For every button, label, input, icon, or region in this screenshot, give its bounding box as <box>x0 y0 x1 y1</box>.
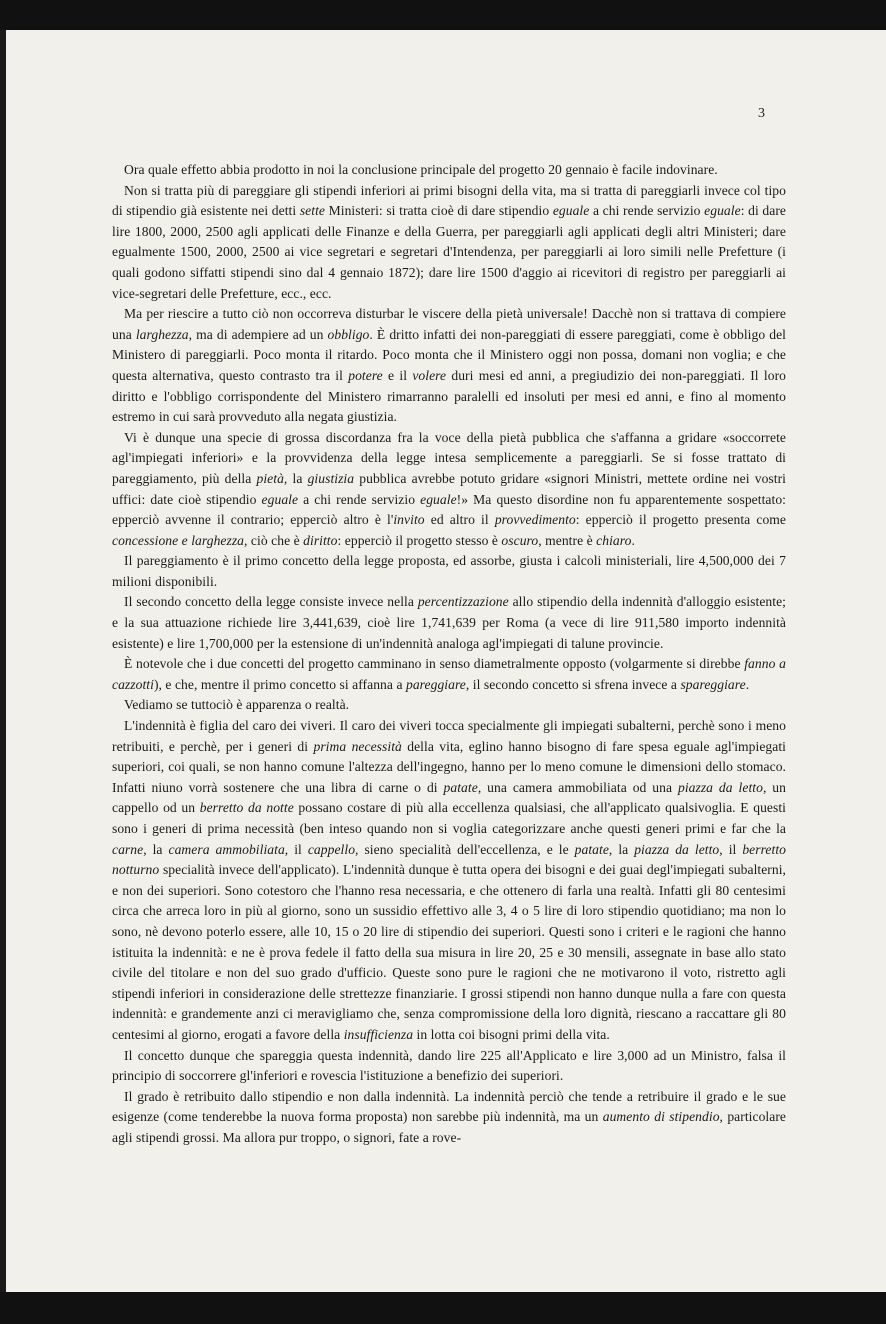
text-run: ), e che, mentre il primo concetto si affanna a <box>153 676 406 692</box>
text-run: , sieno specialità dell'eccellenza, e le <box>355 841 575 857</box>
text-run: . <box>631 532 635 548</box>
text-run: possano costare di più alla eccellenza qualsiasi, che all'applicato qualsivoglia. E questi sono i generi di prima necessità (ben inteso quando non si voglia categorizzare anche questi generi primi e far che la <box>112 800 787 836</box>
italic-text: oscuro <box>501 532 539 548</box>
italic-text: provvedimento <box>494 512 576 528</box>
paragraph <box>112 160 786 181</box>
paragraph <box>112 592 786 654</box>
text-run: Ma per riescire a tutto ciò non occorreva disturbar le viscere della pietà universale! Dacchè non si trattava di compiere una <box>112 306 786 342</box>
text-run: Ora quale effetto abbia prodotto in noi la conclusione principale del progetto 20 gennaio è facile indovinare. <box>124 162 718 177</box>
italic-text: invito <box>393 512 425 528</box>
text-run: , un cappello od un <box>112 779 787 816</box>
italic-text: patate <box>574 841 609 857</box>
text-run: !» Ma questo disordine non fu apparentemente sospettato: epperciò avvenne il contrario; epperciò altro è l' <box>112 491 786 528</box>
italic-text: potere <box>348 367 383 383</box>
scan-border-bottom <box>0 1292 886 1324</box>
text-run: Ministeri: si tratta cioè di dare stipendio <box>325 203 553 219</box>
paragraph <box>112 695 786 716</box>
document-page <box>6 30 886 1292</box>
italic-text: obbligo <box>327 326 370 342</box>
text-run: a chi rende servizio <box>589 203 705 219</box>
text-run: . È dritto infatti dei non-pareggiati di essere pareggiati, come è obbligo del Ministero di pareggiarli. Poco monta il ritardo. Poco monta che il Ministero oggi non possa, domani non voglia; e che questa alternativa, questo contrasto tra il <box>112 326 786 383</box>
italic-text: diritto <box>303 532 338 548</box>
text-run: : epperciò il progetto stesso è <box>337 532 502 548</box>
page-number: 3 <box>758 106 765 121</box>
paragraph <box>112 428 786 552</box>
text-run: , una camera ammobiliata od una <box>477 779 678 795</box>
text-run: Vi è dunque una specie di grossa discordanza fra la voce della pietà pubblica che s'affanna a gridare «soccorrete agl'impiegati inferiori» e la provvidenza della legge intesa semplicemente a pareggiarli. Se si fosse trattato di pareggiamento, più della <box>112 429 786 486</box>
italic-text: berretto da notte <box>199 800 294 816</box>
paragraph <box>112 1046 786 1087</box>
text-run: L'indennità è figlia del caro dei viveri. Il caro dei viveri tocca specialmente gli impiegati subalterni, perchè sono i meno retribuiti, e perchè, per i generi di <box>112 718 786 754</box>
italic-text: eguale <box>261 491 299 507</box>
text-run: a chi rende servizio <box>298 491 421 507</box>
italic-text: patate <box>443 779 478 795</box>
italic-text: giustizia <box>307 470 355 486</box>
text-run: Il grado è retribuito dallo stipendio e non dalla indennità. La indennità perciò che tende a retribuire il grado e le sue esigenze (come tenderebbe la nuova forma proposta) non sarebbe più indennità, ma un <box>112 1088 786 1125</box>
text-run: specialità invece dell'applicato). L'indennità dunque è tutta opera dei bisogni e dei guai degl'impiegati subalterni, e non dei superiori. Sono cotestoro che l'hanno resa necessaria, e che ottenero di farla una realtà. Infatti gli 80 centesimi circa che arreca loro in più al giorno, sono un sussidio effettivo alle 3, 4 o 5 lire di loro stipendio quotidiano; ma non lo sono, nè devono poterlo essere, alle 10, 15 o 20 lire di stipendio dei superiori. Questi sono i criteri e le ragioni che hanno istituita la indennità: e ne è prova fedele il fatto della sua misura in lire 20, 25 e 30 mensili, assegnate in base allo stato civile del titolare e non del suo grado d'ufficio. Queste sono pure le ragioni che ne motivarono il voto, ristretto agli stipendi inferiori in considerazione delle strettezze finanziarie. I grossi stipendi non hanno dunque nulla a fare con questa indennità: e grandemente anzi ci meravigliamo che, senza compromissione della loro dignità, riescano a raccattare gli 80 centesimi al giorno, erogati a favore della <box>112 862 786 1042</box>
italic-text: aumento di stipendio <box>602 1109 720 1125</box>
italic-text: carne <box>112 841 144 857</box>
italic-text: volere <box>412 367 447 383</box>
italic-text: pareggiare <box>405 676 466 692</box>
italic-text: piazza da letto <box>634 841 720 857</box>
text-run: in lotta coi bisogni primi della vita. <box>413 1026 610 1042</box>
text-run: Il concetto dunque che spareggia questa indennità, dando lire 225 all'Applicato e lire 3,000 ad un Ministro, falsa il principio di soccorrere gl'inferiori e rovescia l'istituzione a benefizio dei superiori. <box>112 1047 786 1084</box>
italic-text: fanno a cazzotti <box>112 656 786 692</box>
text-run: , il secondo concetto si sfrena invece a <box>465 676 681 692</box>
italic-text: percentizzazione <box>417 594 509 610</box>
italic-text: larghezza <box>135 326 189 342</box>
text-run: Il pareggiamento è il primo concetto della legge proposta, ed assorbe, giusta i calcoli ministeriali, lire 4,500,000 dei 7 milioni disponibili. <box>112 553 786 589</box>
text-run: : di dare lire 1800, 2000, 2500 agli applicati delle Finanze e della Guerra, per pareggiarli agli applicati degli altri Ministeri; dare egualmente 1500, 2000, 2500 ai vice segretari e segretari d'Intendenza, per pareggiarli ai loro simili nelle Prefetture (i quali godono siffatti stipendi sino dal 4 gennaio 1872); dare lire 1500 d'aggio ai ricevitori di registro per pareggiarli ai vice-segretari delle Prefetture, ecc., ecc. <box>112 203 787 301</box>
text-run: Non si tratta più di pareggiare gli stipendi inferiori ai primi bisogni della vita, ma si tratta di pareggiarli invece col tipo di stipendio già esistente nei detti <box>112 182 786 219</box>
text-run: e il <box>382 367 413 383</box>
paragraph <box>112 716 786 1046</box>
text-run: , particolare agli stipendi grossi. Ma allora pur troppo, o signori, fate a rove- <box>112 1109 787 1145</box>
paragraph <box>112 304 786 428</box>
text-run: della vita, eglino hanno bisogno di fare spesa eguale agl'impiegati superiori, coi quali, se non hanno comune l'altezza dell'ingegno, hanno per lo meno comune le dimensioni dello stomaco. Infatti niuno vorrà sostenere che una libra di carne o di <box>112 738 786 795</box>
document-body <box>112 160 786 1149</box>
text-run: : epperciò il progetto presenta come <box>575 512 786 528</box>
scan-border-top <box>0 0 886 30</box>
italic-text: prima necessità <box>313 738 402 754</box>
text-run: , la <box>283 470 308 486</box>
text-run: Vediamo se tuttociò è apparenza o realtà. <box>124 697 350 713</box>
italic-text: piazza da letto <box>677 779 763 795</box>
italic-text: camera ammobiliata <box>168 841 285 857</box>
paragraph <box>112 654 786 695</box>
italic-text: chiaro <box>596 532 632 548</box>
text-run: , il <box>719 841 743 857</box>
italic-text: concessione e larghezza <box>112 532 245 548</box>
text-run: , ciò che è <box>244 532 304 548</box>
text-run: , la <box>608 841 635 857</box>
text-run: , ma di adempiere ad un <box>188 326 328 342</box>
italic-text: eguale <box>420 491 457 507</box>
paragraph <box>112 181 786 305</box>
paragraph <box>112 1087 786 1149</box>
text-run: È notevole che i due concetti del progetto camminano in senso diametralmente opposto (volgarmente si direbbe <box>124 656 745 672</box>
text-run: , il <box>284 841 308 857</box>
text-run: . <box>745 676 750 692</box>
italic-text: eguale <box>704 203 741 219</box>
italic-text: berretto notturno <box>112 841 787 878</box>
text-run: pubblica avrebbe potuto gridare «signori Ministri, mettete ordine nei vostri uffici: date cioè stipendio <box>112 470 786 507</box>
text-run: allo stipendio della indennità d'alloggio esistente; e la sua attuazione richiede lire 3,441,639, cioè lire 1,741,639 per Roma (a vece di lire 911,580 importo indennità esistente) e lire 1,700,000 per la estensione di un'indennità analoga agl'impiegati di talune provincie. <box>112 594 786 651</box>
text-run: Il secondo concetto della legge consiste invece nella <box>124 594 418 610</box>
italic-text: insufficienza <box>343 1026 414 1042</box>
italic-text: sette <box>299 203 325 219</box>
italic-text: pietà <box>256 470 284 486</box>
text-run: , la <box>143 841 169 857</box>
text-run: , mentre è <box>538 532 597 548</box>
italic-text: spareggiare <box>680 676 746 692</box>
italic-text: cappello <box>307 841 356 857</box>
paragraph <box>112 551 786 592</box>
text-run: ed altro il <box>424 512 495 528</box>
italic-text: eguale <box>552 203 590 219</box>
text-run: duri mesi ed anni, a pregiudizio dei non-pareggiati. Il loro diritto e l'obbligo corrispondente del Ministero rimarranno paralelli ed insoluti per mesi ed anni, e fino al momento estremo in cui sarà provveduto alla negata giustizia. <box>112 367 786 425</box>
